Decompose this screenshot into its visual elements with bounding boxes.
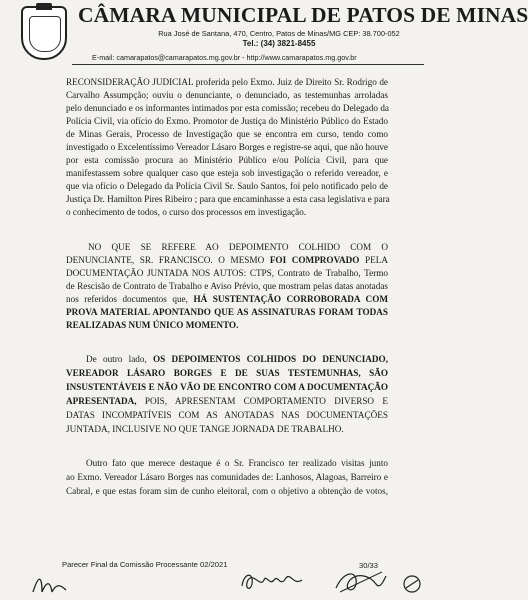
emphasis-text: APRESENTADA,: [66, 396, 137, 406]
body-line: manifestassem sobre qualquer caso que esteja sob investigação o referido vereador, e: [66, 168, 388, 178]
body-line: de Rescisão de Contrato de Trabalho e Aviso Prévio, que mostram pelas datas anotadas: [66, 281, 388, 291]
body-line: [86, 353, 388, 366]
body-text: POIS, APRESENTAM COMPORTAMENTO DIVERSO E: [136, 396, 388, 406]
body-line: RECONSIDERAÇÃO JUDICIAL proferida pelo Exmo. Juiz de Direito Sr. Rodrigo de: [66, 77, 388, 87]
body-line: pelo denunciado e os informantes intimados por esta comissão; recebeu do Delegado da: [66, 103, 389, 113]
body-line: ao Exmo. Vereador Lásaro Borges nas comunidades de: Lanhosos, Alagoas, Barreiro e: [66, 472, 388, 482]
seal-crown-shape: [36, 3, 52, 10]
seal-shield-shape: [29, 16, 61, 52]
body-line: DOCUMENTAÇÃO JUNTADA NOS AUTOS: CTPS, Contrato de Trabalho, Termo: [66, 268, 388, 278]
body-line: [66, 395, 388, 408]
body-text: De outro lado,: [86, 354, 154, 364]
emphasis-text: FOI COMPROVADO: [269, 255, 360, 265]
body-line: NO QUE SE REFERE AO DEPOIMENTO COLHIDO COM O: [88, 242, 388, 252]
body-line: JUNTADA, INCLUSIVE NO QUE TANGE JORNADA DE TRABALHO.: [66, 424, 344, 434]
signature-right: [330, 566, 390, 598]
emphasis-text: HÁ SUSTENTAÇÃO CORROBORADA COM: [193, 294, 389, 304]
header-phone: Tel.: (34) 3821-8455: [242, 39, 316, 48]
body-line: por esta comissão procura ao Ministério Público e/ou Polícia Civil, para que: [66, 155, 388, 165]
city-seal-logo: [21, 6, 67, 60]
body-text: nos referidos documentos que,: [66, 294, 194, 304]
body-line: Cabral, e que estas foram sim de cunho eleitoral, com o objetivo a obtenção de votos,: [66, 486, 388, 496]
body-line: REALIZADAS NUM ÚNICO MOMENTO.: [66, 320, 239, 330]
body-line: investigado o Excelentíssimo Vereador Lásaro Borges e registre-se aqui, que não houve: [66, 142, 388, 152]
emphasis-text: OS DEPOIMENTOS COLHIDOS DO DENUNCIADO,: [153, 354, 388, 364]
header-title: CÂMARA MUNICIPAL DE PATOS DE MINAS: [78, 3, 528, 27]
body-text: PELA: [359, 255, 389, 265]
signature-left: [30, 570, 70, 600]
body-line: Justiça Dr. Hamilton Pires Ribeiro ; para que encaminhasse a esta casa legislativa e para: [66, 194, 390, 204]
body-line: [66, 254, 388, 267]
body-line: INSUSTENTÁVEIS E NÃO VÃO DE ENCONTRO COM A DOCUMENTAÇÃO: [66, 382, 388, 392]
body-line: Outro fato que merece destaque é o Sr. Francisco ter realizado visitas junto: [86, 458, 388, 468]
body-text: DENUNCIANTE, SR. FRANCISCO. O MESMO: [66, 255, 270, 265]
body-line: DATAS INCOMPATÍVEIS COM AS ANOTADAS NAS DOCUMENTAÇÕES: [66, 410, 388, 420]
body-line: VEREADOR LÁSARO BORGES E DE SUAS TESTEMUNHAS, SÃO: [66, 368, 388, 378]
body-line: Polícia Civil, via ofício do Exmo. Promotor de Justiça do Ministério Público do Estado: [66, 116, 388, 126]
body-line: Carvalho Assumpção; ouviu o denunciante, o denunciado, as testemunhas arroladas: [66, 90, 388, 100]
body-line: PROVA MATERIAL APONTANDO QUE AS ASSINATURAS FORAM TODAS: [66, 307, 388, 317]
body-line: de Minas Gerais, Processo de Investigação que se encontra em curso, tendo como: [66, 129, 388, 139]
header-address: Rua José de Santana, 470, Centro, Patos de Minas/MG CEP: 38.700-052: [158, 29, 400, 38]
body-line: o conhecimento de todos, o curso dos processos em investigação.: [66, 207, 307, 217]
footer-label: Parecer Final da Comissão Processante 02/2021: [62, 560, 228, 569]
header-divider: [72, 64, 424, 65]
signature-middle: [238, 566, 308, 598]
page-number: 30/33: [359, 561, 379, 570]
initials-mark: [400, 572, 424, 596]
body-line: [66, 293, 388, 306]
body-line: que via ofício o Delegado da Polícia Civil Sr. Saulo Santos, foi pelo notificado pelo de: [66, 181, 388, 191]
header-email: E-mail: camarapatos@camarapatos.mg.gov.br - http://www.camarapatos.mg.gov.br: [92, 53, 357, 62]
